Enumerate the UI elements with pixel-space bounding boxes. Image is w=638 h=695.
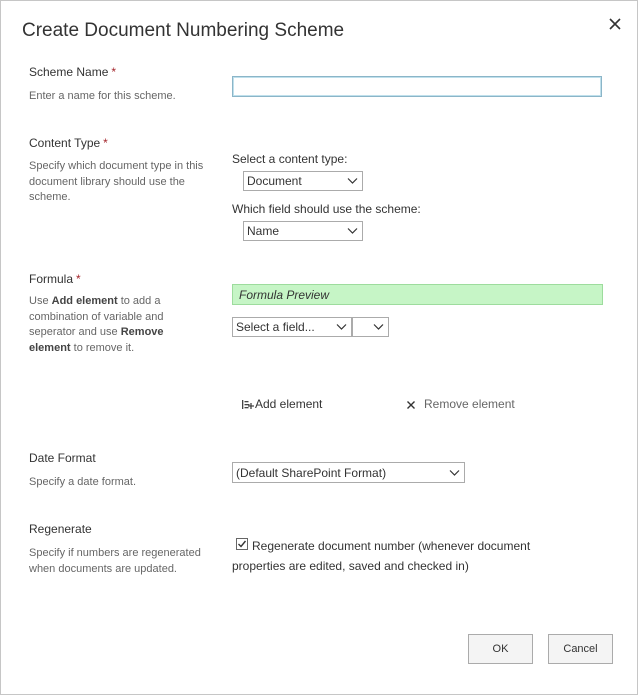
- scheme-name-input[interactable]: [232, 76, 602, 97]
- field-select-label: Which field should use the scheme:: [232, 202, 421, 216]
- cancel-button[interactable]: Cancel: [548, 634, 613, 664]
- content-type-title-text: Content Type: [29, 136, 101, 150]
- content-type-description: Specify which document type in this document library should use the scheme.: [29, 160, 204, 203]
- required-marker: *: [111, 65, 117, 79]
- formula-desc-text: to add a combination of variable and seperator and use: [29, 295, 164, 338]
- date-format-select-value: (Default SharePoint Format): [236, 466, 387, 480]
- formula-title: [29, 272, 81, 286]
- scheme-name-title-text: Scheme Name: [29, 65, 109, 79]
- scheme-name-title: [29, 65, 116, 79]
- formula-desc-text: to remove it.: [70, 341, 135, 354]
- date-format-description: Specify a date format.: [29, 476, 136, 488]
- remove-element-button[interactable]: [406, 397, 515, 411]
- regenerate-checkbox-label: Regenerate document number (whenever document properties are edited, saved and checked in): [232, 539, 531, 573]
- chevron-down-icon: [347, 177, 358, 185]
- add-element-label: Add element: [255, 397, 323, 411]
- formula-title-text: Formula: [29, 272, 74, 286]
- content-type-select-value: Document: [247, 174, 302, 188]
- formula-desc-text: Use: [29, 295, 52, 307]
- content-type-title: [29, 136, 108, 150]
- required-marker: *: [76, 272, 81, 286]
- scheme-name-description: Enter a name for this scheme.: [29, 90, 176, 102]
- regenerate-description: Specify if numbers are regenerated when documents are updated.: [29, 547, 201, 575]
- content-type-select-label: Select a content type:: [232, 152, 348, 166]
- regenerate-title: Regenerate: [29, 522, 92, 536]
- dialog-title: Create Document Numbering Scheme: [22, 20, 345, 41]
- close-button[interactable]: [605, 14, 625, 34]
- formula-preview: [232, 284, 603, 305]
- content-type-select[interactable]: [243, 171, 363, 191]
- formula-field-select[interactable]: [232, 317, 352, 337]
- date-format-title: Date Format: [29, 451, 96, 465]
- remove-element-label: Remove element: [424, 397, 515, 411]
- remove-icon: [406, 400, 416, 410]
- checkmark-icon: [237, 539, 247, 549]
- formula-desc-add-element: Add element: [51, 295, 118, 307]
- add-element-button[interactable]: [241, 397, 322, 411]
- chevron-down-icon: [373, 323, 384, 331]
- chevron-down-icon: [347, 227, 358, 235]
- ok-button[interactable]: OK: [468, 634, 533, 664]
- regenerate-checkbox[interactable]: [236, 538, 248, 550]
- close-icon: [605, 14, 625, 34]
- scheme-field-select-value: Name: [247, 224, 280, 238]
- formula-field-select-value: Select a field...: [236, 320, 315, 334]
- formula-preview-text: Formula Preview: [239, 288, 330, 302]
- scheme-field-select[interactable]: [243, 221, 363, 241]
- separator-select[interactable]: [352, 317, 389, 337]
- formula-desc-remove-element: Remove element: [29, 326, 164, 354]
- required-marker: *: [103, 136, 108, 150]
- formula-description: [29, 294, 179, 356]
- chevron-down-icon: [336, 323, 347, 331]
- add-element-icon: [241, 398, 254, 411]
- chevron-down-icon: [449, 469, 460, 477]
- date-format-select[interactable]: [232, 462, 465, 483]
